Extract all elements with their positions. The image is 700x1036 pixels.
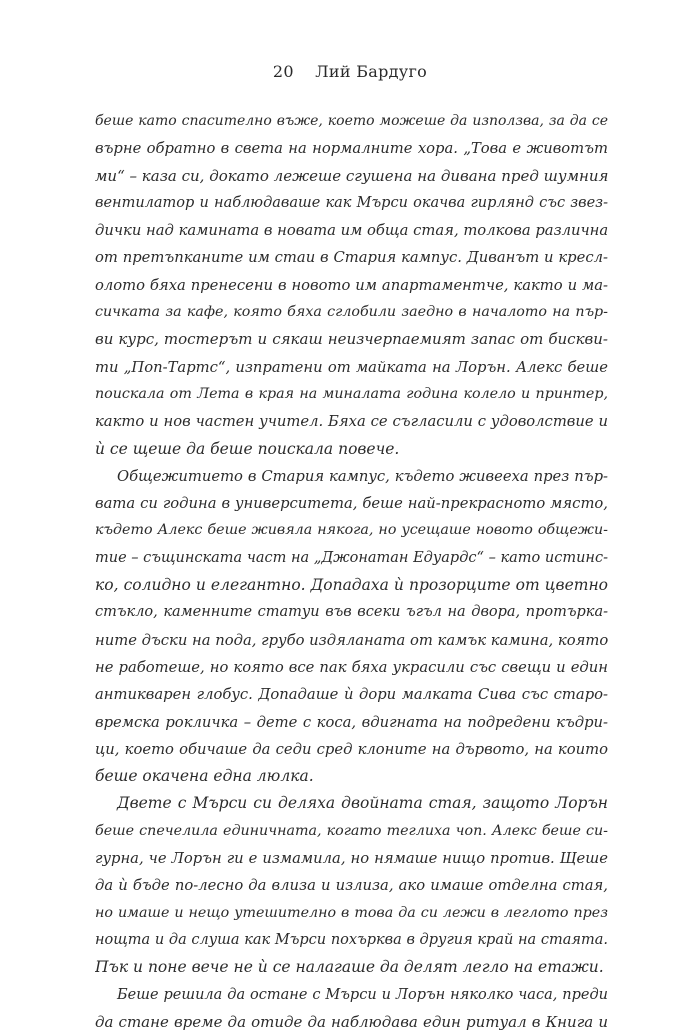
text-line: но имаше и нещо утешително в това да си лежи в леглото през	[95, 904, 608, 921]
text-line: вата си година в университета, беше най-прекрасното място,	[95, 495, 608, 513]
text-line: дички над камината в новата им обща стая, толкова различна	[95, 222, 608, 240]
body-text	[95, 108, 608, 1036]
text-line: стъкло, каменните статуи във всеки ъгъл на двора, протърка-	[95, 604, 608, 621]
text-line: беше спечелила единичната, когато теглиха чоп. Алекс беше си-	[95, 822, 608, 839]
text-line: времска рокличка – дете с коса, вдигната на подредени къдри-	[95, 713, 608, 731]
text-line: ци, което обичаше да седи сред клоните на дървото, на които	[95, 740, 608, 758]
text-line: където Алекс беше живяла някога, но усещаше новото общежи-	[95, 522, 608, 539]
author-name: Лий Бардуго	[315, 62, 428, 81]
paragraph-end-line: беше окачена една люлка.	[95, 767, 314, 786]
text-line: върне обратно в света на нормалните хора. „Това е животът	[95, 140, 608, 158]
text-line: ко, солидно и елегантно. Допадаха ѝ прозорците от цветно	[95, 576, 608, 595]
paragraph-start-line: Беше решила да остане с Мърси и Лорън няколко часа, преди	[117, 986, 608, 1003]
text-line: сичката за кафе, която бяха сглобили заедно в началото на пър-	[95, 304, 608, 321]
paragraph-end-line: Пък и поне вече не ѝ се налагаше да делят легло на етажи.	[95, 958, 604, 977]
text-line: вентилатор и наблюдаваше как Мърси окачва гирлянд със звез-	[95, 194, 608, 211]
paragraph-end-line: ѝ се щеше да беше поискала повече.	[95, 439, 400, 458]
text-line: поискала от Лета в края на миналата година колело и принтер,	[95, 385, 608, 402]
text-line: беше като спасително въже, което можеше да използва, за да се	[95, 113, 608, 129]
text-line: антикварен глобус. Допадаше ѝ дори малката Сива със старо-	[95, 686, 608, 704]
paragraph-start-line: Общежитието в Стария кампус, където живееха през пър-	[117, 467, 608, 485]
text-line: от претъпканите им стаи в Стария кампус. Диванът и кресл-	[95, 249, 608, 267]
text-line: нощта и да слуша как Мърси похърква в другия край на стаята.	[95, 931, 608, 948]
text-line: гурна, че Лорън ги е измамила, но нямаше нищо против. Щеше	[95, 850, 608, 868]
running-head	[0, 62, 700, 81]
text-line: ми“ – каза си, докато лежеше сгушена на дивана пред шумния	[95, 166, 608, 185]
paragraph-start-line: Двете с Мърси си деляха двойната стая, защото Лорън	[117, 794, 608, 813]
page-number: 20	[272, 62, 294, 81]
text-line: ви курс, тостерът и сякаш неизчерпаемият запас от бискви-	[95, 330, 608, 349]
text-line: да ѝ бъде по-лесно да влиза и излиза, ако имаше отделна стая,	[95, 877, 608, 895]
text-line: олото бяха пренесени в новото им апартаментче, както и ма-	[95, 276, 608, 294]
text-line: тие – същинската част на „Джонатан Едуардс“ – като истинс-	[95, 549, 608, 566]
text-line: не работеше, но която все пак бяха украсили със свещи и един	[95, 658, 608, 676]
text-line: както и нов частен учител. Бяха се съгласили с удоволствие и	[95, 413, 608, 431]
text-line: да стане време да отиде да наблюдава един ритуал в Книга и	[95, 1012, 608, 1031]
text-line: ти „Поп-Тартс“, изпратени от майката на Лорън. Алекс беше	[95, 358, 608, 376]
text-line: ните дъски на пода, грубо издяланата от камък камина, която	[95, 631, 608, 649]
